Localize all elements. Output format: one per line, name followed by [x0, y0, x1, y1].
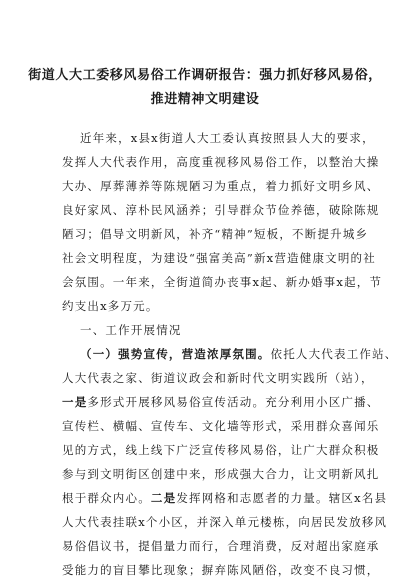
paragraph-1-line: 大办、厚葬薄养等陈规陋习为重点，着力抓好文明乡风、 — [62, 179, 380, 193]
subsection-heading: （一）强势宣传，营造浓厚氛围。 — [80, 347, 271, 361]
point-label-first: 一是 — [62, 395, 88, 409]
paragraph-2-line: 见的方式，线上线下广泛宣传移风易俗，让广大群众积极 — [62, 443, 380, 457]
paragraph-2-text: 多形式开展移风易俗宣传活动。充分利用小区广播、 — [87, 395, 380, 409]
paragraph-1-line: 发挥人大代表作用，高度重视移风易俗工作，以整治大操 — [62, 155, 380, 169]
paragraph-2-line: 人大代表之家、街道议政会和新时代文明实践所（站）， — [62, 371, 374, 385]
document-title-line-1: 街道人大工委移风易俗工作调研报告：强力抓好移风易俗， — [28, 68, 382, 83]
paragraph-2-line: 参与到文明街区创建中来，形成强大合力，让文明新风扎 — [62, 467, 380, 481]
paragraph-1-line: 约支出x多万元。 — [62, 299, 159, 313]
paragraph-1-line: 良好家风、淳朴民风涵养；引导群众节俭养德，破除陈规 — [62, 203, 380, 217]
paragraph-2-text: 根于群众内心。 — [62, 491, 151, 505]
paragraph-1-line: 社会文明程度，为建设“强富美高”新x营造健康文明的社 — [62, 251, 376, 265]
paragraph-2-text: 发挥网格和志愿者的力量。辖区x名县 — [176, 491, 388, 505]
section-heading: 一、工作开展情况 — [80, 323, 182, 337]
paragraph-2-line — [80, 347, 398, 361]
document-title-line-2: 推进精神文明建设 — [150, 92, 260, 107]
paragraph-2-line: 宣传栏、横幅、宣传车、文化墙等形式，采用群众喜闻乐 — [62, 419, 380, 433]
paragraph-2-line — [62, 395, 380, 409]
point-label-second: 二是 — [150, 491, 177, 505]
paragraph-2-text: 依托人大代表工作站、 — [270, 347, 398, 361]
paragraph-1-line: 近年来，x县x街道人大工委认真按照县人大的要求， — [80, 131, 375, 145]
paragraph-2-line: 易俗倡议书，提倡量力而行，合理消费，反对超出家庭承 — [62, 539, 380, 553]
paragraph-2-line — [62, 491, 387, 505]
paragraph-2-line: 受能力的盲目攀比现象；摒弃陈风陋俗，改变不良习惯， — [62, 563, 380, 577]
paragraph-1-line: 会氛围。一年来，全街道简办丧事x起、新办婚事x起，节 — [62, 275, 383, 289]
paragraph-2-line: 人大代表挂联x个小区，并深入单元楼栋，向居民发放移风 — [62, 515, 388, 529]
paragraph-1-line: 陋习；倡导文明新风，补齐“精神”短板，不断提升城乡 — [62, 227, 369, 241]
